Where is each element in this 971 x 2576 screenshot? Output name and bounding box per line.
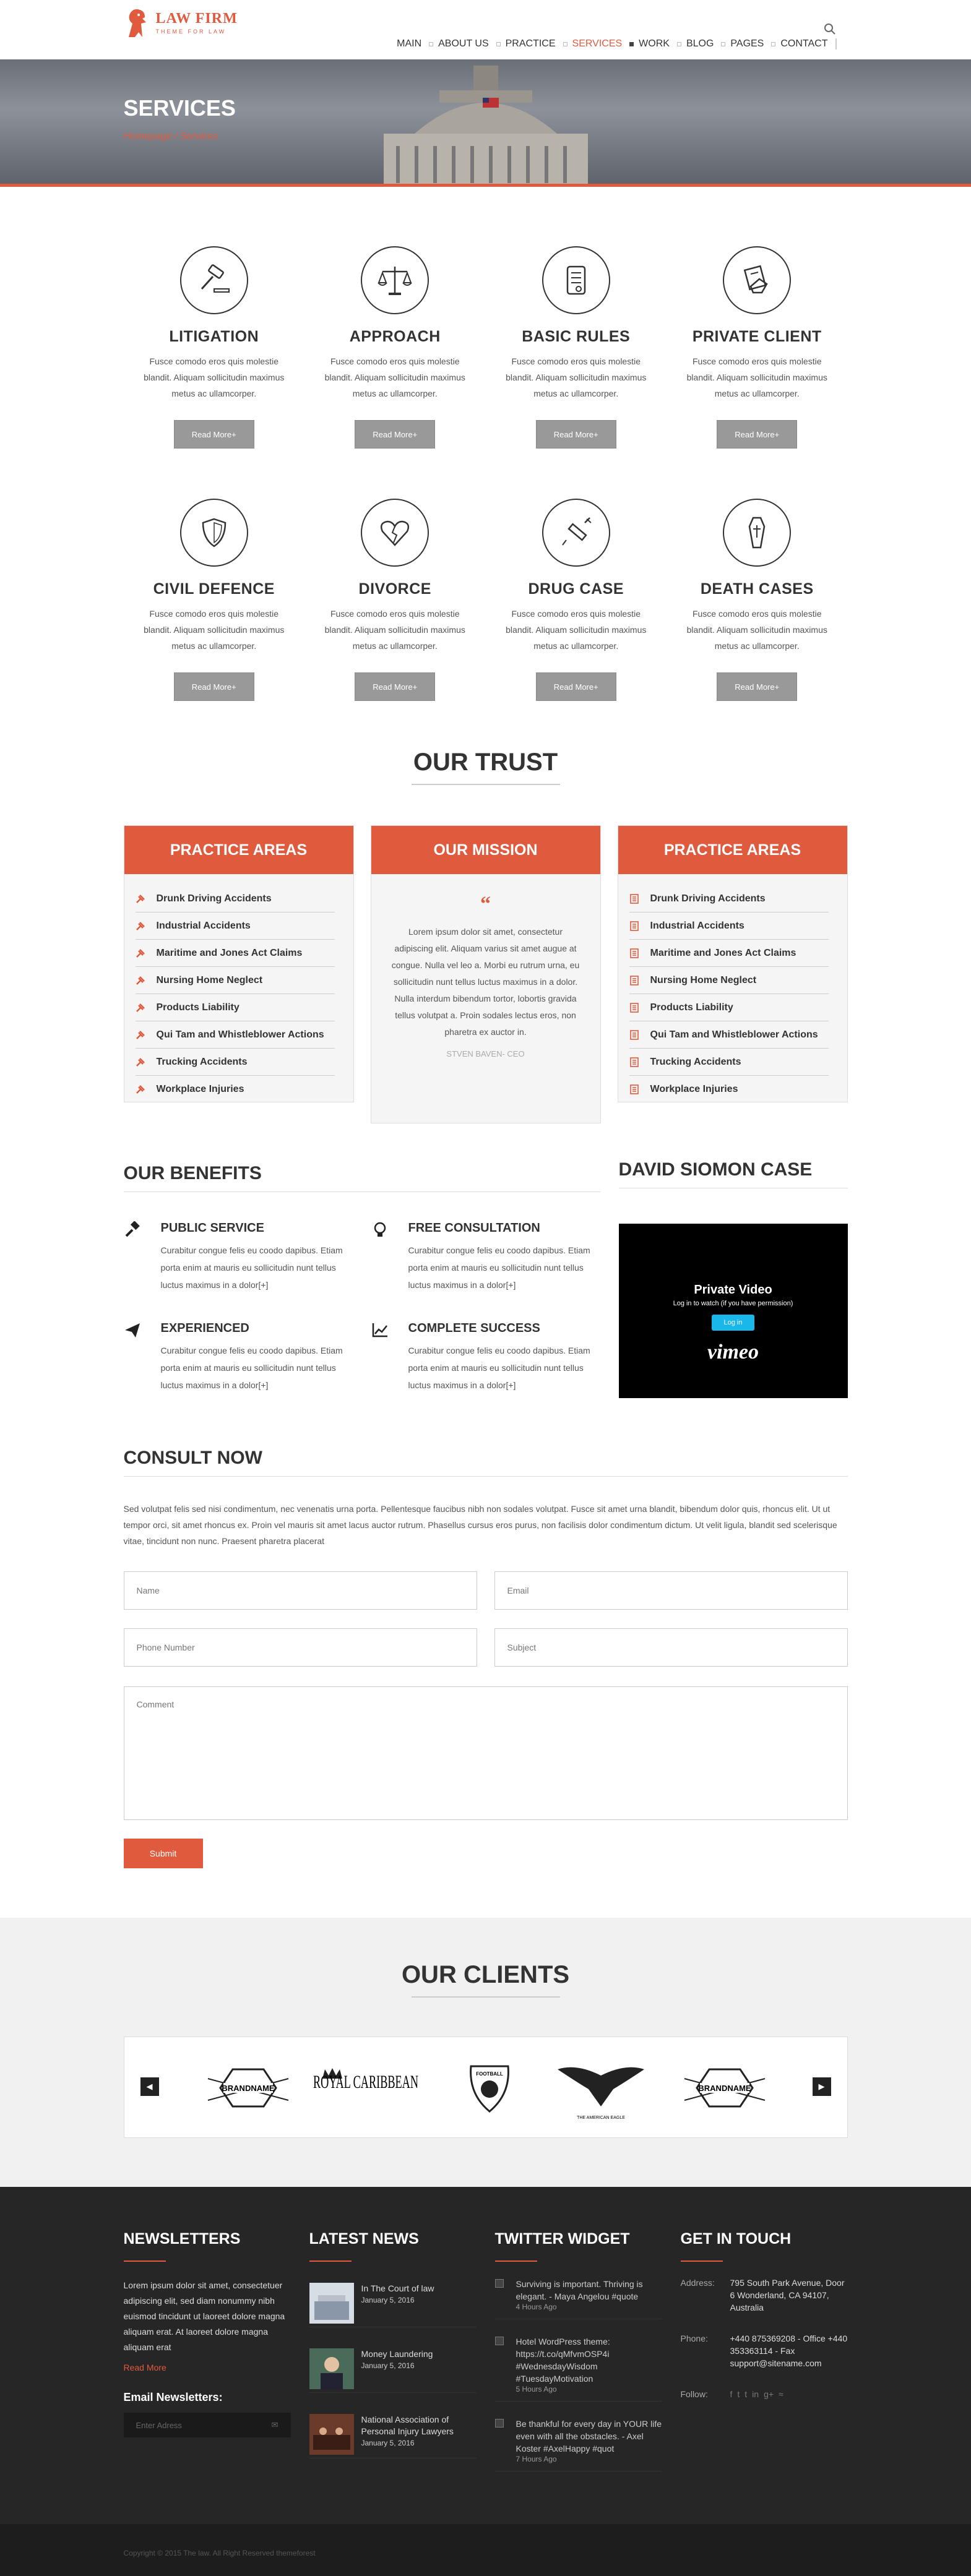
capitol-dome-image — [347, 59, 625, 187]
list-item[interactable]: Workplace Injuries — [136, 1076, 335, 1103]
mission-author: STVEN BAVEN- CEO — [446, 1049, 525, 1058]
consult-section — [0, 1448, 971, 1881]
benefit-title: PUBLIC SERVICE — [160, 1221, 264, 1235]
read-more-button[interactable]: Read More+ — [174, 420, 254, 449]
section-title: OUR TRUST — [124, 749, 848, 785]
footer-title: TWITTER WIDGET — [494, 2230, 630, 2248]
twitter-icon — [495, 2337, 504, 2345]
document-icon — [629, 948, 639, 958]
scales-icon — [376, 262, 413, 299]
service-card — [304, 499, 486, 701]
service-icon-circle — [361, 499, 429, 567]
list-item[interactable]: Workplace Injuries — [629, 1076, 829, 1103]
phone-row: Phone: +440 875369208 - Office +440 353363114 - Fax support@sitename.com — [680, 2333, 848, 2368]
benefit-text: Curabitur congue felis eu coodo dapibus. Etiam porta enim at mauris eu sollicitudin nunt tellus luctus maximus in a dolor[+] — [408, 1245, 590, 1290]
broken-heart-icon — [376, 514, 413, 551]
carousel-next-button[interactable]: ▶ — [813, 2077, 831, 2096]
mission-text: Lorem ipsum dolor sit amet, consectetur adipiscing elit. Aliquam varius sit amet augue at congue. Nulla vel leo a. Morbi eu rutrum urna, eu sollicitudin nunt tellus luctus maximus in a dolor. Nulla interdum bibendum tortor, lobortis gravida tellus volutpat a. Proin sodales lectus eros, non pharetra ex auctor in. — [391, 927, 580, 1037]
royal-caribbean-logo-icon — [310, 2051, 421, 2125]
vimeo-logo: vimeo — [707, 1341, 759, 1363]
section-title: OUR BENEFITS — [123, 1163, 262, 1183]
twitter-icon — [495, 2419, 504, 2428]
footer-title: LATEST NEWS — [309, 2230, 419, 2248]
client-logo[interactable] — [310, 2051, 421, 2125]
news-thumbnail — [309, 2283, 354, 2324]
logo-text: THE AMERICAN EAGLE — [576, 2116, 625, 2120]
mission-card — [371, 825, 601, 1123]
paper-plane-icon — [124, 1321, 141, 1339]
service-icon-circle — [180, 499, 248, 567]
benefit-item — [124, 1321, 353, 1394]
nav-work[interactable]: WORK — [639, 38, 681, 49]
gavel-icon — [136, 976, 145, 985]
page-title: SERVICES — [123, 95, 236, 121]
service-icon-circle — [723, 499, 791, 567]
client-logo[interactable] — [205, 2051, 291, 2125]
twitter-column — [495, 2230, 662, 2471]
list-item[interactable]: Qui Tam and Whistleblower Actions — [136, 1021, 335, 1049]
site-footer — [0, 2187, 971, 2524]
document-icon — [629, 1030, 639, 1040]
video-login-button[interactable]: Log in — [712, 1315, 755, 1331]
services-row-2 — [124, 499, 848, 701]
service-text: Fusce comodo eros quis molestie blandit. Aliquam sollicitudin maximus metus ac ullamcorper. — [144, 609, 285, 651]
services-row-1 — [124, 246, 848, 449]
email-newsletters-label: Email Newsletters: — [123, 2391, 223, 2403]
benefit-title: FREE CONSULTATION — [408, 1221, 540, 1235]
brandname-badge-icon — [681, 2051, 768, 2125]
list-item[interactable]: Drunk Driving Accidents — [629, 885, 829, 912]
benefit-item — [371, 1221, 600, 1294]
client-logo[interactable] — [681, 2051, 768, 2125]
handshake-icon — [738, 262, 775, 299]
service-text: Fusce comodo eros quis molestie blandit. Aliquam sollicitudin maximus metus ac ullamcorper. — [506, 609, 647, 651]
service-title: CIVIL DEFENCE — [153, 580, 275, 598]
follow-row: Follow: f t t in g+ ≈ — [680, 2389, 783, 2399]
lightbulb-icon — [371, 1221, 389, 1239]
main-nav — [392, 38, 836, 49]
document-icon — [629, 1003, 639, 1013]
read-more-button[interactable]: Read More+ — [355, 420, 435, 449]
service-text: Fusce comodo eros quis molestie blandit. Aliquam sollicitudin maximus metus ac ullamcorper. — [686, 356, 827, 398]
section-title: OUR CLIENTS — [124, 1961, 848, 1998]
practice-areas-card — [124, 825, 354, 1102]
lion-logo-icon — [124, 5, 151, 40]
benefit-text: Curabitur congue felis eu coodo dapibus. Etiam porta enim at mauris eu sollicitudin nunt tellus luctus maximus in a dolor[+] — [408, 1346, 590, 1390]
nav-pages[interactable]: PAGES — [730, 38, 775, 49]
gavel-icon — [196, 262, 233, 299]
benefits-section — [0, 1159, 971, 1410]
coffin-icon — [738, 514, 775, 551]
tweet-item[interactable]: Surviving is important. Thriving is elegant. - Maya Angelou #quote 4 Hours Ago — [495, 2278, 662, 2319]
service-text: Fusce comodo eros quis molestie blandit. Aliquam sollicitudin maximus metus ac ullamcorper. — [324, 356, 465, 398]
twitter-icon — [495, 2279, 504, 2288]
service-card — [486, 499, 667, 701]
logo-text: FOOTBALL — [475, 2071, 503, 2077]
newsletters-text: Lorem ipsum dolor sit amet, consectetuer adipiscing elit, sed diam nonummy nibh euismod tincidunt ut laoreet dolore magna aliquam erat. At laoreet dolore magna aliquam erat — [123, 2280, 285, 2352]
list-item[interactable]: Qui Tam and Whistleblower Actions — [629, 1021, 829, 1049]
service-icon-circle — [180, 246, 248, 314]
list-item[interactable]: Drunk Driving Accidents — [136, 885, 335, 912]
service-icon-circle — [542, 499, 610, 567]
nav-practice[interactable]: PRACTICE — [506, 38, 567, 49]
service-text: Fusce comodo eros quis molestie blandit. Aliquam sollicitudin maximus metus ac ullamcorper. — [144, 356, 285, 398]
newsletters-column — [124, 2230, 291, 2437]
service-icon-circle — [361, 246, 429, 314]
list-item[interactable]: Trucking Accidents — [136, 1049, 335, 1076]
list-item[interactable]: Trucking Accidents — [629, 1049, 829, 1076]
footer-title: GET IN TOUCH — [680, 2230, 792, 2248]
logo-text: ROYAL CARIBBEAN — [313, 2072, 418, 2092]
consult-text: Sed volutpat felis sed nisi condimentum, nec venenatis urna porta. Pellentesque faucibus nibh non sodales volutpat. Fusce sit amet urna blandit, bibendum dolor quis, rhoncus elit. Ut ut tempor orci, sit amet rhoncus ex. Proin vel mauris sit amet lacus auctor rutrum. Phasellus cursus eros purus, non facilisis dolor condimentum dictum. Ut velit ligula, blandit sed scelerisque vitae, tincidunt non nunc. Praesent pharetra placerat — [123, 1504, 837, 1546]
service-title: DRUG CASE — [528, 580, 624, 598]
logo-subtitle: THEME FOR LAW — [155, 28, 227, 35]
nav-contact[interactable]: CONTACT — [780, 38, 836, 49]
latest-news-column — [309, 2230, 477, 2458]
envelope-icon[interactable]: ✉ — [271, 2420, 278, 2429]
nav-services[interactable]: SERVICES — [572, 38, 634, 49]
practice-list — [124, 874, 353, 1109]
service-title: APPROACH — [349, 328, 441, 345]
read-more-button[interactable]: Read More+ — [717, 420, 797, 449]
search-icon[interactable] — [823, 22, 837, 36]
logo-text: BRANDNAME — [221, 2084, 275, 2093]
benefit-text: Curabitur congue felis eu coodo dapibus. Etiam porta enim at mauris eu sollicitudin nunt tellus luctus maximus in a dolor[+] — [160, 1245, 343, 1290]
gavel-icon — [136, 1030, 145, 1040]
service-title: DIVORCE — [358, 580, 431, 598]
site-header — [0, 0, 971, 59]
video-title: Private Video — [694, 1283, 772, 1297]
service-card — [667, 246, 848, 449]
comment-textarea[interactable]: Comment — [124, 1686, 848, 1820]
rss-icon[interactable]: ≈ — [779, 2389, 783, 2399]
copyright-text: Copyright © 2015 The law. All Right Reserved themeforest — [123, 2549, 316, 2557]
practice-areas-card — [618, 825, 848, 1102]
list-item[interactable]: Industrial Accidents — [629, 912, 829, 940]
news-thumbnail — [309, 2348, 354, 2389]
video-player[interactable] — [619, 1224, 848, 1398]
tweet-item[interactable]: Be thankful for every day in YOUR life even with all the obstacles. - Axel Koster #AxelHappy #quot 7 Hours Ago — [495, 2418, 662, 2471]
logo-text: BRANDNAME — [697, 2084, 751, 2093]
nav-main[interactable]: MAIN — [397, 38, 433, 49]
list-item[interactable]: Nursing Home Neglect — [629, 967, 829, 994]
brandname-badge-icon — [205, 2051, 291, 2125]
service-card — [304, 246, 486, 449]
address-row: Address: 795 South Park Avenue, Door 6 Wonderland, CA 94107, Australia — [680, 2278, 845, 2312]
service-title: BASIC RULES — [522, 328, 631, 345]
service-card — [124, 499, 305, 701]
gavel-icon — [136, 948, 145, 958]
card-title: PRACTICE AREAS — [124, 826, 353, 874]
list-item[interactable]: Maritime and Jones Act Claims — [136, 940, 335, 967]
benefit-item — [371, 1321, 600, 1394]
chart-line-icon — [371, 1321, 389, 1339]
list-item[interactable]: Maritime and Jones Act Claims — [629, 940, 829, 967]
football-shield-icon — [446, 2051, 533, 2125]
gavel-icon — [136, 894, 145, 904]
benefit-text: Curabitur congue felis eu coodo dapibus. Etiam porta enim at mauris eu sollicitudin nunt tellus luctus maximus in a dolor[+] — [160, 1346, 343, 1390]
list-item[interactable]: Products Liability — [629, 994, 829, 1021]
service-text: Fusce comodo eros quis molestie blandit. Aliquam sollicitudin maximus metus ac ullamcorper. — [324, 609, 465, 651]
news-item[interactable]: In The Court of law January 5, 2016 — [309, 2283, 477, 2327]
gavel-icon — [136, 1057, 145, 1067]
clients-section — [0, 1918, 971, 2187]
linkedin-icon[interactable]: in — [752, 2389, 759, 2399]
card-title: PRACTICE AREAS — [618, 826, 847, 874]
google-plus-icon[interactable]: g+ — [764, 2389, 774, 2399]
nav-blog[interactable]: BLOG — [686, 38, 725, 49]
scroll-icon — [558, 262, 595, 299]
copyright-bar — [0, 2524, 971, 2576]
gavel-icon — [136, 1003, 145, 1013]
facebook-icon[interactable]: f — [730, 2389, 733, 2399]
read-more-button[interactable]: Read More+ — [174, 672, 254, 701]
news-item[interactable]: Money Laundering January 5, 2016 — [309, 2348, 477, 2393]
submit-button[interactable]: Submit — [124, 1839, 203, 1868]
service-card — [667, 499, 848, 701]
email-input[interactable]: Email — [494, 1571, 848, 1610]
name-input[interactable]: Name — [124, 1571, 477, 1610]
service-title: LITIGATION — [169, 328, 259, 345]
list-item[interactable]: Products Liability — [136, 994, 335, 1021]
nav-about-us[interactable]: ABOUT US — [438, 38, 501, 49]
service-card — [486, 246, 667, 449]
service-title: DEATH CASES — [700, 580, 814, 598]
contact-column — [681, 2230, 848, 2400]
gavel-icon — [124, 1221, 141, 1239]
shield-icon — [196, 514, 233, 551]
news-item[interactable]: National Association of Personal Injury Lawyers January 5, 2016 — [309, 2414, 477, 2458]
page-hero — [0, 59, 971, 187]
document-icon — [629, 894, 639, 904]
service-icon-circle — [542, 246, 610, 314]
service-text: Fusce comodo eros quis molestie blandit. Aliquam sollicitudin maximus metus ac ullamcorper. — [506, 356, 647, 398]
eagle-logo-icon — [551, 2051, 650, 2125]
quote-icon: “ — [480, 893, 491, 916]
trust-section — [0, 749, 971, 1132]
client-logo[interactable] — [446, 2051, 533, 2125]
case-title: DAVID SIOMON CASE — [618, 1159, 813, 1180]
service-text: Fusce comodo eros quis molestie blandit. Aliquam sollicitudin maximus metus ac ullamcorper. — [686, 609, 827, 651]
service-icon-circle — [723, 246, 791, 314]
twitter-icon[interactable]: t — [737, 2389, 740, 2399]
subject-input[interactable]: Subject — [494, 1628, 848, 1667]
gavel-icon — [136, 1084, 145, 1094]
clients-carousel — [124, 2037, 848, 2138]
carousel-prev-button[interactable]: ◀ — [140, 2077, 159, 2096]
section-title: CONSULT NOW — [123, 1448, 262, 1468]
document-icon — [629, 976, 639, 985]
read-more-link[interactable]: Read More — [123, 2363, 166, 2372]
practice-list — [618, 874, 847, 1109]
tumblr-icon[interactable]: t — [744, 2389, 748, 2399]
syringe-icon — [558, 514, 595, 551]
list-item[interactable]: Nursing Home Neglect — [136, 967, 335, 994]
read-more-button[interactable]: Read More+ — [536, 672, 616, 701]
benefit-title: COMPLETE SUCCESS — [408, 1321, 540, 1335]
list-item[interactable]: Industrial Accidents — [136, 912, 335, 940]
card-title: OUR MISSION — [371, 826, 600, 874]
service-title: PRIVATE CLIENT — [692, 328, 822, 345]
benefit-item — [124, 1221, 353, 1294]
newsletter-email-input[interactable]: Enter Adress ✉ — [124, 2413, 291, 2437]
document-icon — [629, 1084, 639, 1094]
tweet-item[interactable]: Hotel WordPress theme: https://t.co/qMfvmOSP4i #WednesdayWisdom #TuesdayMotivation 5 Hours Ago — [495, 2335, 662, 2402]
services-section — [0, 187, 971, 719]
read-more-button[interactable]: Read More+ — [717, 672, 797, 701]
gavel-icon — [136, 921, 145, 931]
logo[interactable] — [124, 5, 238, 40]
breadcrumb[interactable]: Homepage / Services — [123, 131, 218, 142]
logo-title: LAW FIRM — [155, 10, 238, 27]
document-icon — [629, 921, 639, 931]
news-thumbnail — [309, 2414, 354, 2455]
benefit-title: EXPERIENCED — [160, 1321, 249, 1335]
client-logo[interactable] — [551, 2051, 650, 2125]
footer-title: NEWSLETTERS — [123, 2230, 241, 2248]
service-card — [124, 246, 305, 449]
document-icon — [629, 1057, 639, 1067]
read-more-button[interactable]: Read More+ — [536, 420, 616, 449]
video-subtitle: Log in to watch (if you have permission) — [673, 1300, 793, 1307]
read-more-button[interactable]: Read More+ — [355, 672, 435, 701]
phone-input[interactable]: Phone Number — [124, 1628, 477, 1667]
